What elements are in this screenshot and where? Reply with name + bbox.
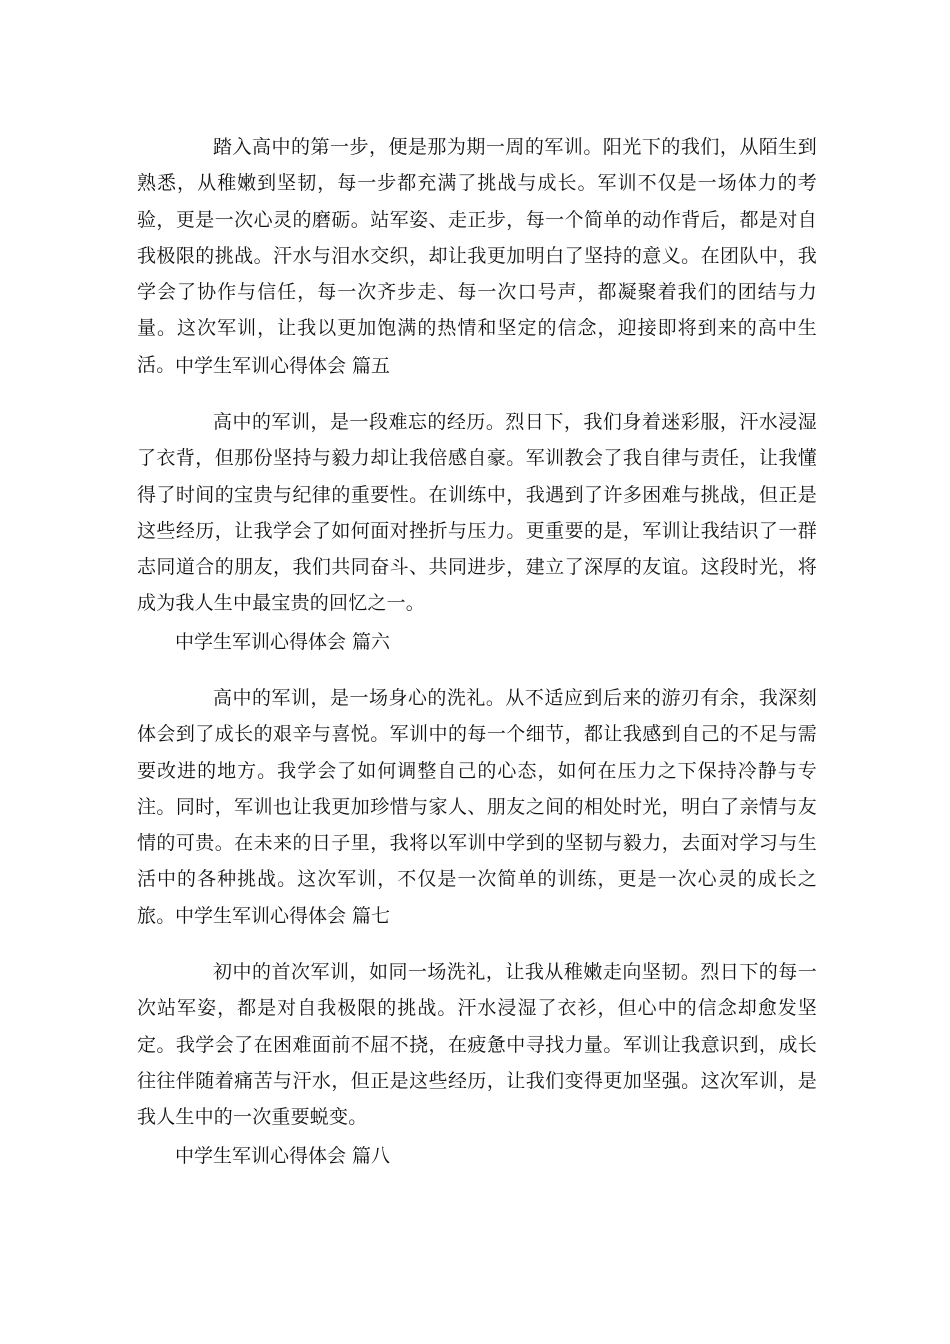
section-heading: 中学生军训心得体会 篇六 xyxy=(175,631,391,653)
essay-paragraph: 高中的军训，是一段难忘的经历。烈日下，我们身着迷彩服，汗水浸湿了衣背，但那份坚持与毅力却让我倍感自豪。军训教会了我自律与责任，让我懂得了时间的宝贵与纪律的重要性。在训练中，我遇到了许多困难与挑战，但正是这些经历，让我学会了如何面对挫折与压力。更重要的是，军训让我结识了一群志同道合的朋友，我们共同奋斗、共同进步，建立了深厚的友谊。这段时光，将成为我人生中最宝贵的回忆之一。 xyxy=(137,411,817,615)
essay-paragraph: 踏入高中的第一步，便是那为期一周的军训。阳光下的我们，从陌生到熟悉，从稚嫩到坚韧，每一步都充满了挑战与成长。军训不仅是一场体力的考验，更是一次心灵的磨砺。站军姿、走正步，每一个简单的动作背后，都是对自我极限的挑战。汗水与泪水交织，却让我更加明白了坚持的意义。在团队中，我学会了协作与信任，每一次齐步走、每一次口号声，都凝聚着我们的团结与力量。这次军训，让我以更加饱满的热情和坚定的信念，迎接即将到来的高中生活。 xyxy=(137,136,817,376)
essay-paragraph: 高中的军训，是一场身心的洗礼。从不适应到后来的游刃有余，我深刻体会到了成长的艰辛与喜悦。军训中的每一个细节，都让我感到自己的不足与需要改进的地方。我学会了如何调整自己的心态，如何在压力之下保持冷静与专注。同时，军训也让我更加珍惜与家人、朋友之间的相处时光，明白了亲情与友情的可贵。在未来的日子里，我将以军训中学到的坚韧与毅力，去面对学习与生活中的各种挑战。这次军训，不仅是一次简单的训练，更是一次心灵的成长之旅。 xyxy=(137,687,817,927)
section-heading: 中学生军训心得体会 篇五 xyxy=(175,355,391,377)
section-heading: 中学生军训心得体会 篇八 xyxy=(175,1145,391,1167)
essay-paragraph: 初中的首次军训，如同一场洗礼，让我从稚嫩走向坚韧。烈日下的每一次站军姿，都是对自我极限的挑战。汗水浸湿了衣衫，但心中的信念却愈发坚定。我学会了在困难面前不屈不挠，在疲惫中寻找力量。军训让我意识到，成长往往伴随着痛苦与汗水，但正是这些经历，让我们变得更加坚强。这次军训，是我人生中的一次重要蜕变。 xyxy=(137,961,817,1129)
section-heading: 中学生军训心得体会 篇七 xyxy=(175,905,391,927)
